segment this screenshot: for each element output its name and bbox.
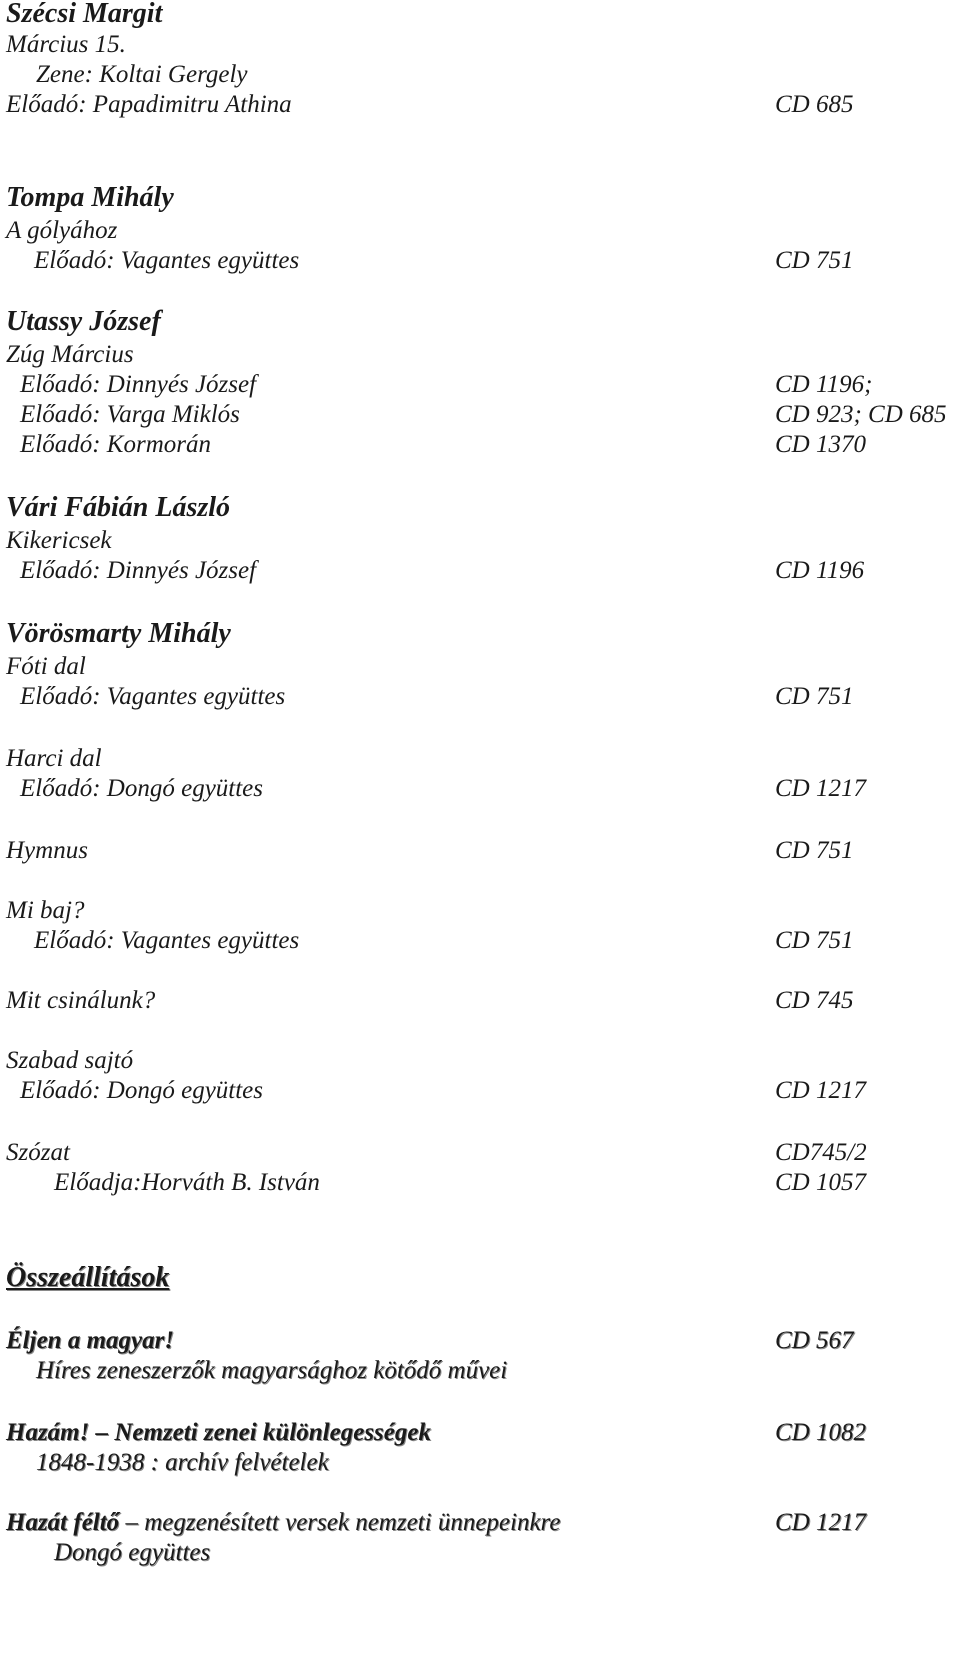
cd-number: CD 1196; xyxy=(775,371,873,398)
compilation-title-bold: Hazát féltő xyxy=(6,1509,120,1536)
compilation-title: Hazám! – Nemzeti zenei különlegességek xyxy=(6,1419,431,1446)
song-title: Harci dal xyxy=(6,745,102,772)
song-title: Mit csinálunk? xyxy=(6,987,156,1014)
cd-number: CD 745 xyxy=(775,987,854,1014)
author-utassy: Utassy József xyxy=(6,306,161,337)
song-title: Szózat xyxy=(6,1139,70,1166)
compilation-subtitle: 1848-1938 : archív felvételek xyxy=(36,1449,329,1476)
cd-number: CD 1082 xyxy=(775,1419,866,1446)
performer-line: Előadó: Papadimitru Athina xyxy=(6,91,292,118)
song-title: Zúg Március xyxy=(6,341,134,368)
composer-line: Zene: Koltai Gergely xyxy=(36,61,248,88)
cd-number: CD 1057 xyxy=(775,1169,866,1196)
performer-line: Előadó: Vagantes együttes xyxy=(34,927,300,954)
cd-number: CD 1196 xyxy=(775,557,865,584)
performer-line: Előadó: Kormorán xyxy=(20,431,211,458)
song-title: Szabad sajtó xyxy=(6,1047,134,1074)
compilation-title-rest: – megzenésített versek nemzeti ünnepeinkre xyxy=(119,1509,561,1536)
author-vari: Vári Fábián László xyxy=(6,492,231,523)
song-title: Március 15. xyxy=(6,31,126,58)
song-title: Mi baj? xyxy=(6,897,85,924)
performer-line: Előadó: Vagantes együttes xyxy=(34,247,300,274)
performer-line: Előadó: Varga Miklós xyxy=(20,401,240,428)
cd-number: CD 751 xyxy=(775,837,854,864)
cd-number: CD 567 xyxy=(775,1327,854,1354)
section-heading-compilations: Összeállítások xyxy=(6,1262,170,1293)
cd-number: CD 751 xyxy=(775,927,854,954)
compilation-title: Éljen a magyar! xyxy=(6,1327,175,1354)
cd-number: CD 685 xyxy=(775,91,854,118)
song-title: Kikericsek xyxy=(6,527,112,554)
author-szecsi: Szécsi Margit xyxy=(6,0,163,29)
author-vorosmarty: Vörösmarty Mihály xyxy=(6,618,231,649)
performer-line: Előadó: Dongó együttes xyxy=(20,1077,264,1104)
cd-number: CD 1217 xyxy=(775,1509,866,1536)
song-title: Fóti dal xyxy=(6,653,86,680)
cd-number: CD 1370 xyxy=(775,431,866,458)
author-tompa: Tompa Mihály xyxy=(6,182,174,213)
performer-line: Előadó: Vagantes együttes xyxy=(20,683,286,710)
performer-line: Előadó: Dinnyés József xyxy=(20,371,257,398)
song-title: Hymnus xyxy=(6,837,88,864)
cd-number: CD 751 xyxy=(775,683,854,710)
cd-number: CD 1217 xyxy=(775,1077,866,1104)
compilation-subtitle: Dongó együttes xyxy=(54,1539,211,1566)
compilation-subtitle: Híres zeneszerzők magyarsághoz kötődő művei xyxy=(36,1357,508,1384)
song-title: A gólyához xyxy=(6,217,118,244)
performer-line: Előadó: Dongó együttes xyxy=(20,775,264,802)
performer-line: Előadja:Horváth B. István xyxy=(54,1169,320,1196)
performer-line: Előadó: Dinnyés József xyxy=(20,557,257,584)
compilation-title xyxy=(6,1508,560,1538)
cd-number: CD 1217 xyxy=(775,775,866,802)
cd-number: CD 751 xyxy=(775,247,854,274)
cd-number: CD 923; CD 685 xyxy=(775,401,947,428)
cd-number: CD745/2 xyxy=(775,1139,867,1166)
